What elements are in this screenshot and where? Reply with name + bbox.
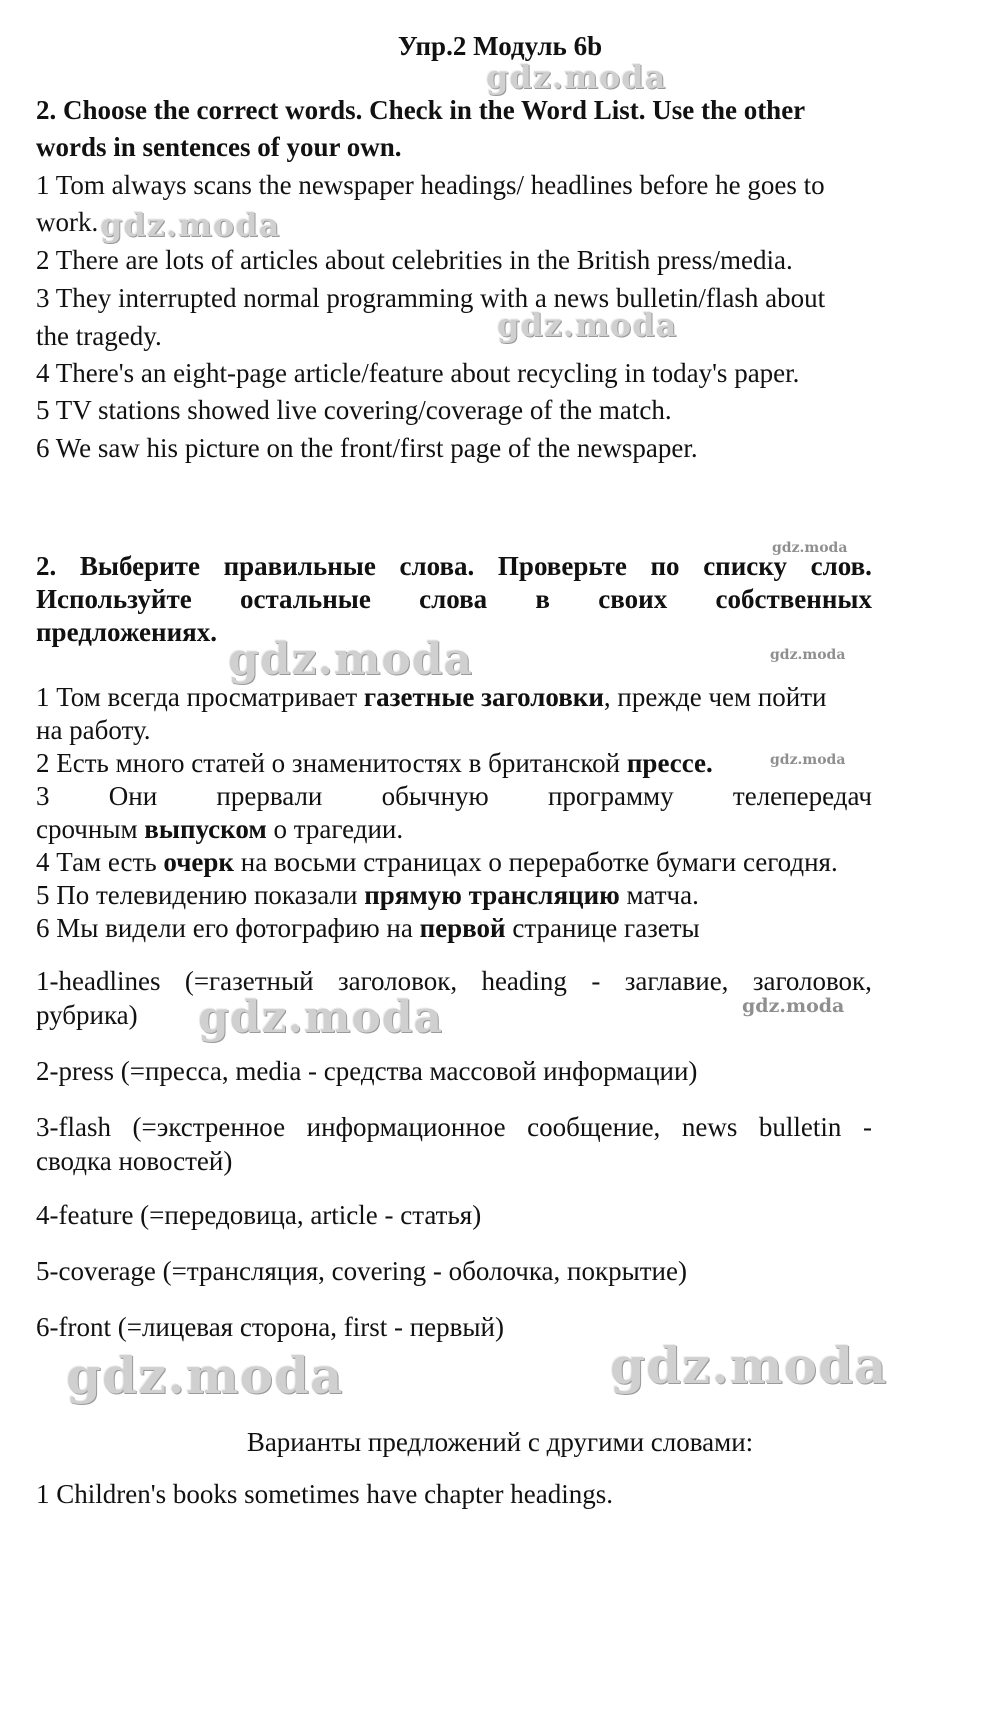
en-sentence-6: 6 We saw his picture on the front/first page of the newspaper.	[36, 433, 698, 463]
watermark: gdz.moda	[66, 1346, 344, 1405]
ru-sentence-4: 4 Там есть очерк на восьми страницах о переработке бумаги сегодня.	[36, 847, 838, 877]
answer-5: 5-coverage (=трансляция, covering - оболочка, покрытие)	[36, 1256, 687, 1286]
watermark: gdz.moda	[100, 206, 281, 244]
answer-6: 6-front (=лицевая сторона, first - первый)	[36, 1312, 504, 1342]
ru-sentence-1-line2: на работу.	[36, 715, 151, 745]
watermark: gdz.moda	[770, 647, 846, 663]
ru-sentence-2: 2 Есть много статей о знаменитостях в британской прессе.	[36, 748, 713, 778]
answer-3-line2: сводка новостей)	[36, 1146, 233, 1176]
task-instruction-ru-line2: Используйте остальные слова в своих собственных	[36, 584, 872, 614]
en-sentence-1-line2: work.	[36, 207, 99, 237]
watermark: gdz.moda	[742, 995, 845, 1017]
ru-sentence-6: 6 Мы видели его фотографию на первой странице газеты	[36, 913, 700, 943]
answer-1-line1: 1-headlines (=газетный заголовок, heading - заглавие, заголовок,	[36, 966, 872, 996]
watermark: gdz.moda	[497, 306, 678, 344]
watermark: gdz.moda	[610, 1336, 888, 1395]
variant-sentence-1: 1 Children's books sometimes have chapter headings.	[36, 1479, 613, 1509]
ru-sentence-3-line2: срочным выпуском о трагедии.	[36, 814, 404, 844]
watermark: gdz.moda	[198, 992, 444, 1043]
en-sentence-1-line1: 1 Tom always scans the newspaper headings/ headlines before he goes to	[36, 170, 825, 200]
watermark: gdz.moda	[772, 540, 848, 556]
en-sentence-3-line2: the tragedy.	[36, 321, 162, 351]
answer-1-line2: рубрика)	[36, 1000, 138, 1030]
watermark: gdz.moda	[486, 58, 667, 96]
answer-2: 2-press (=пресса, media - средства массовой информации)	[36, 1056, 698, 1086]
ru-sentence-1-line1: 1 Том всегда просматривает газетные заголовки, прежде чем пойти	[36, 682, 827, 712]
task-instruction-en-line1: 2. Choose the correct words. Check in the Word List. Use the other	[36, 95, 806, 125]
watermark: gdz.moda	[770, 752, 846, 768]
ru-sentence-3-line1: 3 Они прервали обычную программу телепередач	[36, 781, 872, 811]
en-sentence-2: 2 There are lots of articles about celebrities in the British press/media.	[36, 245, 793, 275]
answer-3-line1: 3-flash (=экстренное информационное сообщение, news bulletin -	[36, 1112, 872, 1142]
en-sentence-5: 5 TV stations showed live covering/coverage of the match.	[36, 395, 672, 425]
task-instruction-en-line2: words in sentences of your own.	[36, 132, 402, 162]
answer-4: 4-feature (=передовица, article - статья)	[36, 1200, 482, 1230]
watermark: gdz.moda	[228, 634, 474, 685]
en-sentence-4: 4 There's an eight-page article/feature about recycling in today's paper.	[36, 358, 800, 388]
ru-sentence-5: 5 По телевидению показали прямую трансляцию матча.	[36, 880, 699, 910]
page-title: Упр.2 Модуль 6b	[397, 31, 603, 61]
en-sentence-3-line1: 3 They interrupted normal programming with a news bulletin/flash about	[36, 283, 826, 313]
task-instruction-ru-line3: предложениях.	[36, 617, 218, 647]
variants-heading: Варианты предложений с другими словами:	[246, 1427, 754, 1457]
task-instruction-ru-line1: 2. Выберите правильные слова. Проверьте по списку слов.	[36, 551, 872, 581]
